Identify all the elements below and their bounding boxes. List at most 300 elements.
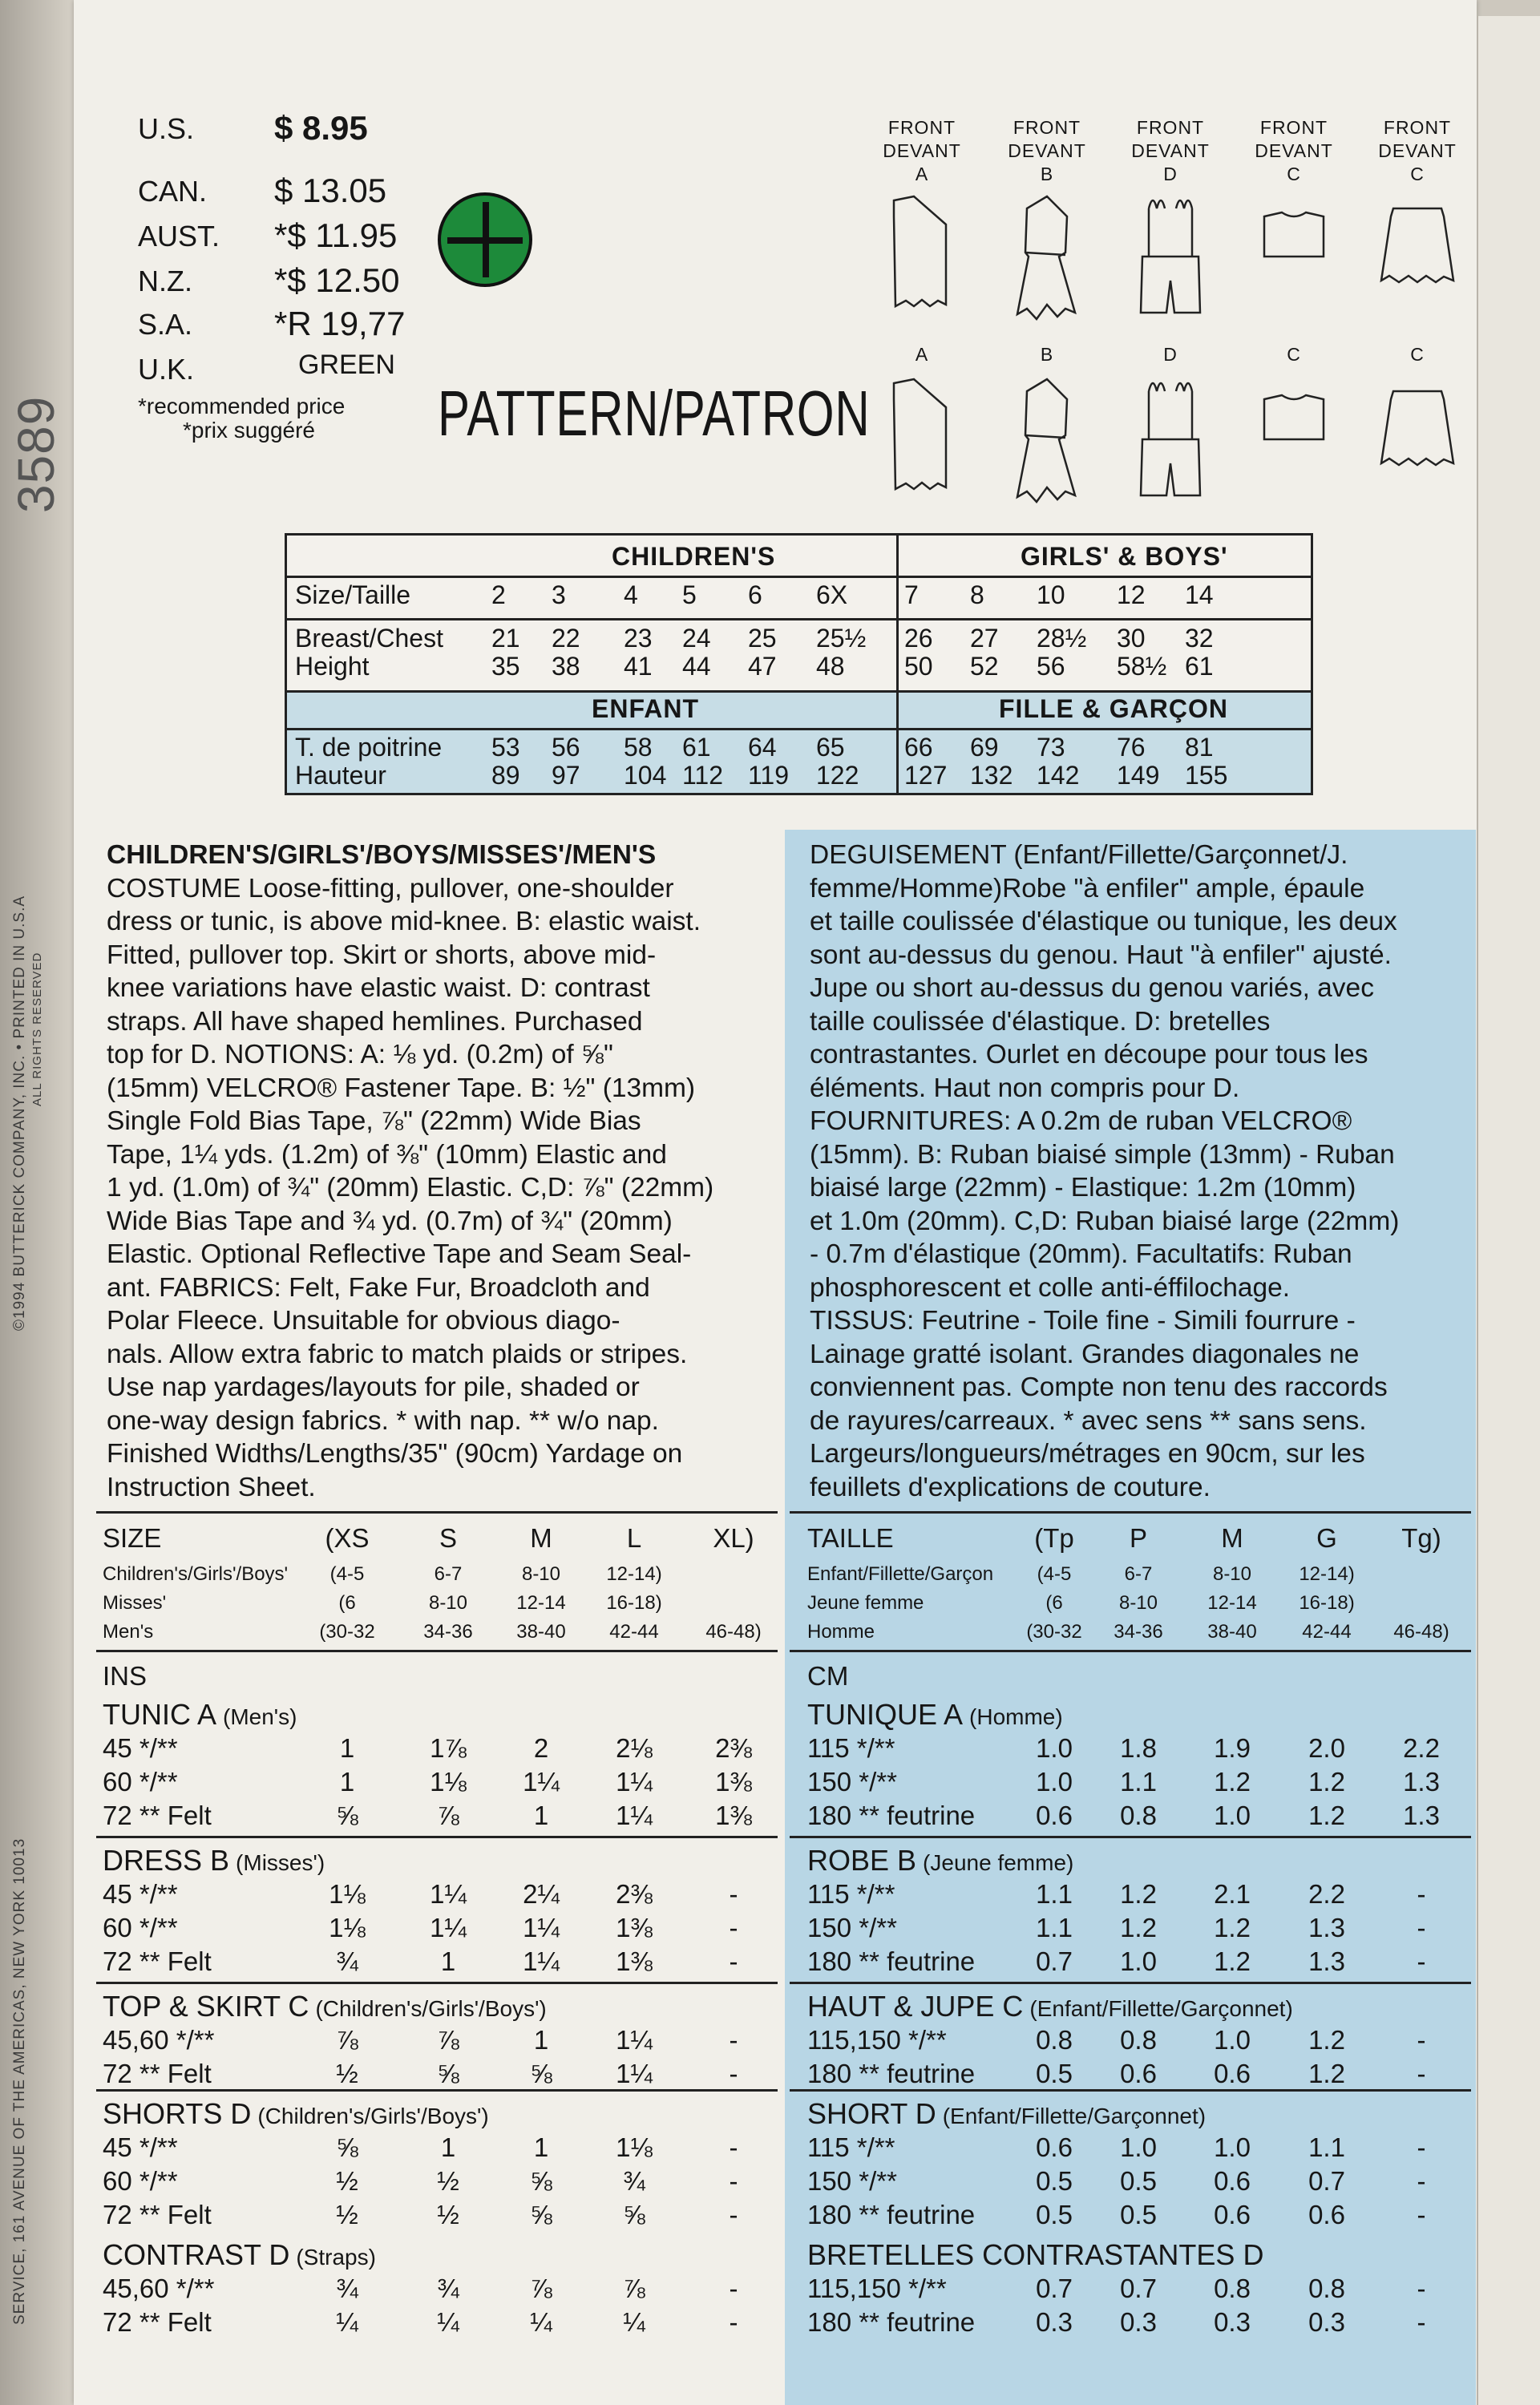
yardage-value: 1.0 — [1214, 2132, 1251, 2162]
section-subtitle: (Misses') — [236, 1850, 325, 1875]
size-chart-cell: 73 — [1037, 733, 1065, 762]
size-chart-cell: 6 — [748, 580, 762, 609]
yardage-value: - — [1417, 1913, 1426, 1942]
yardage-value: 0.8 — [1120, 1801, 1157, 1830]
size-chart-cell: 61 — [682, 733, 711, 762]
hauteur-row-label: Hauteur — [295, 761, 386, 790]
size-chart-cell: 69 — [970, 733, 999, 762]
yardage-value: ¾ — [437, 2274, 459, 2303]
one-shoulder-dress-icon — [1003, 192, 1091, 329]
size-chart-cell: 48 — [816, 652, 845, 681]
yardage-value: 1.2 — [1308, 1801, 1345, 1830]
size-row-label: Homme — [807, 1621, 875, 1643]
size-range: 16-18) — [606, 1592, 662, 1614]
unit-label: CM — [807, 1661, 849, 1691]
yardage-value: 1.0 — [1214, 1801, 1251, 1830]
size-chart-cell: 64 — [748, 733, 777, 762]
size-chart-cell: 56 — [552, 733, 580, 762]
yardage-value: 1¼ — [430, 1879, 467, 1909]
section-title: CONTRAST D — [103, 2238, 290, 2271]
description-line: feuillets d'explications de couture. — [810, 1472, 1211, 1502]
yardage-value: 0.8 — [1036, 2025, 1073, 2055]
size-range: (6 — [1045, 1592, 1063, 1614]
yardage-value: 1.2 — [1308, 1767, 1345, 1797]
yardage-value: 1¼ — [616, 2059, 653, 2088]
yardage-value: - — [729, 2132, 738, 2162]
section-subtitle: (Children's/Girls'/Boys') — [315, 1996, 547, 2021]
view-back-letter: B — [1040, 344, 1054, 365]
size-chart-cell: 58 — [624, 733, 653, 762]
yardage-value: 1¼ — [616, 1801, 653, 1830]
price-label: U.K. — [138, 353, 195, 386]
yardage-value: ¼ — [437, 2307, 459, 2337]
fabric-width-label: 115 */** — [807, 1733, 895, 1763]
fabric-width-label: 150 */** — [807, 1767, 897, 1797]
yardage-value: 1.2 — [1308, 2025, 1345, 2055]
view-devant-label: DEVANT — [1378, 140, 1457, 161]
yardage-value: 0.3 — [1308, 2307, 1345, 2337]
fabric-width-label: 115,150 */** — [807, 2025, 947, 2055]
fabric-width-label: 72 ** Felt — [103, 1801, 212, 1830]
yardage-value: 1.2 — [1214, 1913, 1251, 1942]
table-rule — [790, 1511, 1471, 1514]
fabric-width-label: 60 */** — [103, 1767, 178, 1797]
size-chart-cell: 142 — [1037, 761, 1080, 790]
size-column-header: G — [1316, 1523, 1337, 1553]
body-measurement-chart — [285, 533, 1313, 795]
yardage-value: 0.5 — [1120, 2166, 1157, 2196]
view-back-letter: A — [915, 344, 929, 365]
size-row-label: Men's — [103, 1621, 154, 1643]
yardage-value: 1¼ — [523, 1946, 560, 1976]
description-line: FOURNITURES: A 0.2m de ruban VELCRO® — [810, 1106, 1352, 1136]
description-line: et 1.0m (20mm). C,D: Ruban biaisé large (22mm) — [810, 1206, 1400, 1236]
shorts-with-straps-icon — [1126, 192, 1215, 329]
fabric-width-label: 45,60 */** — [103, 2025, 215, 2055]
price-value: *R 19,77 — [274, 305, 406, 342]
description-line: Finished Widths/Lengths/35" (90cm) Yardage on — [107, 1439, 683, 1469]
yardage-value: ⅞ — [437, 2025, 459, 2055]
section-title: ROBE B — [807, 1844, 917, 1877]
size-range: 46-48) — [1393, 1621, 1449, 1643]
view-front-label: FRONT — [887, 117, 956, 138]
size-chart-cell: 10 — [1037, 580, 1065, 609]
table-rule — [96, 1511, 778, 1514]
yardage-value: ⅝ — [336, 1801, 358, 1830]
yardage-value: ⅝ — [530, 2166, 552, 2196]
description-line: taille coulissée d'élastique. D: bretelles — [810, 1006, 1271, 1037]
size-chart-cell: 32 — [1185, 624, 1214, 653]
view-back-letter: D — [1163, 344, 1178, 365]
description-line: DEGUISEMENT (Enfant/Fillette/Garçonnet/J. — [810, 840, 1348, 870]
breast-row-label: Breast/Chest — [295, 624, 443, 653]
yardage-value: 1.1 — [1036, 1879, 1073, 1909]
yardage-value: 2¼ — [523, 1879, 560, 1909]
size-row-label: Children's/Girls'/Boys' — [103, 1563, 289, 1585]
section-subtitle: (Enfant/Fillette/Garçonnet) — [942, 2104, 1207, 2128]
yardage-value: ⅞ — [336, 2025, 358, 2055]
yardage-value: - — [729, 2200, 738, 2229]
yardage-value: - — [1417, 2274, 1426, 2303]
price-value: *$ 12.50 — [274, 261, 400, 299]
size-range: 12-14 — [1207, 1592, 1257, 1614]
section-title: HAUT & JUPE C — [807, 1990, 1024, 2023]
section-heading — [807, 2097, 1206, 2131]
description-line: (15mm) VELCRO® Fastener Tape. B: ½" (13mm) — [107, 1073, 696, 1103]
section-rule — [790, 2089, 1471, 2092]
size-range: 8-10 — [1212, 1563, 1252, 1585]
size-chart-cell: 132 — [970, 761, 1013, 790]
yardage-value: 1 — [339, 1767, 355, 1797]
yardage-value: 0.6 — [1214, 2200, 1251, 2229]
yardage-value: - — [729, 1913, 738, 1942]
yardage-value: 1¼ — [430, 1913, 467, 1942]
yardage-value: ⅝ — [530, 2059, 552, 2088]
size-chart-cell: 53 — [491, 733, 520, 762]
size-chart-cell: 104 — [624, 761, 667, 790]
yardage-value: 1.1 — [1308, 2132, 1345, 2162]
size-chart-cell: 81 — [1185, 733, 1214, 762]
yardage-value: 1⅛ — [329, 1913, 366, 1942]
size-chart-cell: 66 — [904, 733, 933, 762]
price-label: U.S. — [138, 112, 195, 145]
yardage-value: 1.1 — [1120, 1767, 1157, 1797]
size-chart-cell: 26 — [904, 624, 933, 653]
view-devant-label: DEVANT — [1255, 140, 1333, 161]
section-title: TUNIC A — [103, 1698, 217, 1731]
copyright-text: ©1994 BUTTERICK COMPANY, INC. • PRINTED IN U.S.A — [11, 895, 28, 1331]
price-note-fr: *prix suggéré — [183, 418, 315, 443]
yardage-value: 1.0 — [1120, 2132, 1157, 2162]
fabric-width-label: 72 ** Felt — [103, 1946, 212, 1976]
section-heading — [103, 1844, 325, 1878]
description-line: Elastic. Optional Reflective Tape and Seam Seal- — [107, 1239, 692, 1269]
size-chart-cell: 119 — [748, 761, 790, 790]
size-column-header: M — [1221, 1523, 1243, 1553]
size-column-header: S — [439, 1523, 457, 1553]
yardage-value: 0.7 — [1120, 2274, 1157, 2303]
size-chart-cell: 38 — [552, 652, 580, 681]
yardage-value: - — [1417, 2166, 1426, 2196]
size-range: 38-40 — [1207, 1621, 1257, 1643]
size-range: 6-7 — [434, 1563, 463, 1585]
price-value: GREEN — [298, 350, 395, 380]
yardage-value: 1 — [533, 2025, 549, 2055]
description-line: Jupe ou short au-dessus du genou variés, avec — [810, 973, 1374, 1003]
description-line: CHILDREN'S/GIRLS'/BOYS/MISSES'/MEN'S — [107, 840, 657, 870]
size-chart-cell: 112 — [682, 761, 724, 790]
yardage-value: 0.6 — [1036, 1801, 1073, 1830]
yardage-value: 1¼ — [616, 2025, 653, 2055]
skirt-icon — [1373, 192, 1461, 329]
size-range: 46-48) — [705, 1621, 762, 1643]
size-range: 12-14) — [606, 1563, 662, 1585]
yardage-value: 0.5 — [1036, 2059, 1073, 2088]
size-chart-cell: 22 — [552, 624, 580, 653]
yardage-value: ⅝ — [336, 2132, 358, 2162]
yardage-value: 1⅜ — [715, 1801, 752, 1830]
yardage-value: 1⅛ — [430, 1767, 467, 1797]
description-line: 1 yd. (1.0m) of ¾" (20mm) Elastic. C,D: ⅞" (22mm) — [107, 1173, 714, 1202]
fabric-width-label: 180 ** feutrine — [807, 2200, 976, 2229]
fabric-width-label: 45 */** — [103, 1879, 178, 1909]
yardage-value: 1⅜ — [616, 1913, 653, 1942]
yardage-value: 1.2 — [1308, 2059, 1345, 2088]
pattern-label: PATTERN/PATRON — [438, 378, 871, 449]
fabric-width-label: 150 */** — [807, 2166, 897, 2196]
description-line: et taille coulissée d'élastique ou tunique, les deux — [810, 907, 1397, 936]
yardage-value: 2⅛ — [616, 1733, 653, 1763]
price-label: N.Z. — [138, 265, 192, 297]
yardage-value: 0.3 — [1120, 2307, 1157, 2337]
yardage-value: 0.7 — [1308, 2166, 1345, 2196]
yardage-value: - — [729, 2166, 738, 2196]
fabric-width-label: 115 */** — [807, 1879, 895, 1909]
size-range: 12-14) — [1299, 1563, 1355, 1585]
section-rule — [96, 2089, 778, 2092]
yardage-value: - — [1417, 1879, 1426, 1909]
section-title: TUNIQUE A — [807, 1698, 964, 1731]
view-letter: A — [915, 164, 929, 184]
description-line: contrastantes. Ourlet en découpe pour tous les — [810, 1040, 1368, 1069]
description-line: top for D. NOTIONS: A: ⅛ yd. (0.2m) of ⅝" — [107, 1040, 613, 1069]
price-note-en: *recommended price — [138, 394, 346, 418]
fabric-width-label: 72 ** Felt — [103, 2307, 212, 2337]
size-column-header: L — [626, 1523, 642, 1553]
size-chart-cell: 47 — [748, 652, 777, 681]
yardage-value: - — [1417, 1946, 1426, 1976]
yardage-value: - — [729, 1946, 738, 1976]
yardage-value: - — [729, 2059, 738, 2088]
size-range: (30-32 — [319, 1621, 375, 1643]
description-french — [810, 839, 1399, 1504]
skirt-back-icon — [1373, 375, 1461, 511]
yardage-value: 1⅛ — [616, 2132, 653, 2162]
yardage-value: - — [1417, 2307, 1426, 2337]
size-range: 42-44 — [609, 1621, 659, 1643]
table-rule — [790, 1650, 1471, 1652]
description-line: (15mm). B: Ruban biaisé simple (13mm) - Ruban — [810, 1139, 1395, 1170]
description-line: Instruction Sheet. — [107, 1472, 316, 1502]
size-chart-cell: 76 — [1117, 733, 1146, 762]
section-subtitle: (Enfant/Fillette/Garçonnet) — [1029, 1996, 1293, 2021]
size-chart-cell: 25 — [748, 624, 777, 653]
section-heading — [807, 2238, 1270, 2272]
description-line: straps. All have shaped hemlines. Purchased — [107, 1006, 643, 1037]
size-chart-cell: 50 — [904, 652, 933, 681]
yardage-value: ½ — [336, 2059, 358, 2088]
description-line: COSTUME Loose-fitting, pullover, one-shoulder — [107, 873, 674, 903]
size-range: 8-10 — [1118, 1592, 1158, 1614]
view-letter: C — [1410, 164, 1425, 184]
size-chart-cell: 6X — [816, 580, 848, 609]
section-rule — [790, 1982, 1471, 1984]
size-range: 34-36 — [1114, 1621, 1163, 1643]
view-back-letter: C — [1410, 344, 1425, 365]
yardage-value: 1¼ — [523, 1913, 560, 1942]
crop-top-icon — [1250, 192, 1338, 329]
size-chart-cell: 61 — [1185, 652, 1214, 681]
fabric-width-label: 180 ** feutrine — [807, 1946, 976, 1976]
yardage-value: 0.5 — [1120, 2200, 1157, 2229]
yardage-value: - — [1417, 2132, 1426, 2162]
section-title: TOP & SKIRT C — [103, 1990, 309, 2023]
children-header: CHILDREN'S — [612, 542, 776, 571]
size-range: (30-32 — [1026, 1621, 1082, 1643]
section-heading — [103, 2097, 489, 2131]
size-chart-cell: 28½ — [1037, 624, 1087, 653]
size-range: 12-14 — [516, 1592, 566, 1614]
description-line: Single Fold Bias Tape, ⅞" (22mm) Wide Bias — [107, 1106, 641, 1136]
size-row-label: Misses' — [103, 1592, 167, 1614]
fille-garcon-header: FILLE & GARÇON — [999, 694, 1228, 723]
yardage-value: 0.8 — [1214, 2274, 1251, 2303]
yardage-value: 0.6 — [1120, 2059, 1157, 2088]
description-line: femme/Homme)Robe "à enfiler" ample, épaule — [810, 873, 1365, 903]
section-heading — [807, 1698, 1063, 1732]
size-column-header: P — [1129, 1523, 1147, 1553]
price-label: S.A. — [138, 308, 193, 341]
size-chart-cell: 4 — [624, 580, 638, 609]
description-line: phosphorescent et colle anti-éffilochage. — [810, 1272, 1291, 1303]
size-row-label: Size/Taille — [295, 580, 411, 609]
yardage-value: ½ — [437, 2200, 459, 2229]
size-column-header: (XS — [325, 1523, 370, 1553]
yardage-value: 2.1 — [1214, 1879, 1251, 1909]
yardage-value: ¾ — [623, 2166, 645, 2196]
view-front-label: FRONT — [1136, 117, 1205, 138]
fabric-width-label: 115,150 */** — [807, 2274, 947, 2303]
pattern-number: 3589 — [7, 395, 65, 513]
yardage-value: 1¼ — [616, 1767, 653, 1797]
unit-label: INS — [103, 1661, 148, 1691]
green-cross-logo-icon — [438, 192, 532, 287]
yardage-value: ¾ — [336, 1946, 358, 1976]
section-heading — [103, 2238, 376, 2272]
size-range: 6-7 — [1124, 1563, 1153, 1585]
size-chart-cell: 155 — [1185, 761, 1228, 790]
girls-boys-header: GIRLS' & BOYS' — [1021, 542, 1228, 571]
view-devant-label: DEVANT — [1008, 140, 1086, 161]
section-subtitle: (Jeune femme) — [923, 1850, 1074, 1875]
yardage-value: ⅝ — [530, 2200, 552, 2229]
description-line: sont au-dessus du genou. Haut "à enfiler" ajusté. — [810, 940, 1392, 970]
price-label: CAN. — [138, 175, 208, 208]
height-row-label: Height — [295, 652, 370, 681]
size-chart-cell: 7 — [904, 580, 919, 609]
yardage-value: 0.7 — [1036, 2274, 1073, 2303]
size-column-header: (Tp — [1034, 1523, 1074, 1553]
yardage-value: 1 — [533, 1801, 549, 1830]
yardage-value: 2.2 — [1308, 1879, 1345, 1909]
description-english — [107, 839, 713, 1504]
size-column-header: Tg) — [1401, 1523, 1441, 1553]
yardage-value: 0.6 — [1214, 2166, 1251, 2196]
yardage-value: 0.3 — [1214, 2307, 1251, 2337]
section-heading — [807, 1844, 1073, 1878]
fabric-width-label: 60 */** — [103, 2166, 178, 2196]
yardage-value: ¼ — [530, 2307, 552, 2337]
table-rule — [96, 1650, 778, 1652]
size-chart-cell: 65 — [816, 733, 845, 762]
description-line: Polar Fleece. Unsuitable for obvious diago- — [107, 1306, 620, 1336]
yardage-value: - — [729, 2274, 738, 2303]
yardage-value: ½ — [336, 2166, 358, 2196]
yardage-value: ½ — [437, 2166, 459, 2196]
yardage-value: 0.7 — [1036, 1946, 1073, 1976]
size-chart-cell: 23 — [624, 624, 653, 653]
size-chart-cell: 52 — [970, 652, 999, 681]
size-chart-cell: 24 — [682, 624, 711, 653]
description-line: nals. Allow extra fabric to match plaids or stripes. — [107, 1339, 688, 1369]
yardage-value: 0.5 — [1036, 2200, 1073, 2229]
yardage-value: 1.1 — [1036, 1913, 1073, 1942]
fabric-width-label: 180 ** feutrine — [807, 2307, 976, 2337]
size-range: 34-36 — [423, 1621, 473, 1643]
description-line: dress or tunic, is above mid-knee. B: elastic waist. — [107, 907, 701, 936]
size-chart-cell: 122 — [816, 761, 859, 790]
yardage-value: ½ — [336, 2200, 358, 2229]
yardage-value: 1.9 — [1214, 1733, 1251, 1763]
yardage-value: 1.2 — [1120, 1913, 1157, 1942]
yardage-value: 2⅜ — [616, 1879, 653, 1909]
fabric-width-label: 180 ** feutrine — [807, 2059, 976, 2088]
size-chart-cell: 12 — [1117, 580, 1146, 609]
yardage-value: 1.2 — [1120, 1879, 1157, 1909]
yardage-value: 1 — [339, 1733, 355, 1763]
size-column-header: XL) — [713, 1523, 754, 1553]
size-range: 42-44 — [1302, 1621, 1352, 1643]
view-letter: C — [1287, 164, 1301, 184]
view-devant-label: DEVANT — [1131, 140, 1210, 161]
yardage-value: 1⅜ — [715, 1767, 752, 1797]
yardage-value: ⅞ — [530, 2274, 552, 2303]
description-line: ant. FABRICS: Felt, Fake Fur, Broadcloth and — [107, 1272, 650, 1303]
view-letter: D — [1163, 164, 1178, 184]
fabric-width-label: 60 */** — [103, 1913, 178, 1942]
yardage-value: 1.0 — [1214, 2025, 1251, 2055]
yardage-value: 1.8 — [1120, 1733, 1157, 1763]
size-chart-cell: 27 — [970, 624, 999, 653]
yardage-value: 1.3 — [1308, 1913, 1345, 1942]
yardage-value: 1.0 — [1036, 1733, 1073, 1763]
yardage-value: 2.0 — [1308, 1733, 1345, 1763]
description-line: éléments. Haut non compris pour D. — [810, 1073, 1240, 1103]
fabric-width-label: 45 */** — [103, 1733, 178, 1763]
yardage-value: 1 — [440, 2132, 456, 2162]
yardage-value: - — [729, 1879, 738, 1909]
size-chart-cell: 21 — [491, 624, 520, 653]
section-heading — [807, 1990, 1293, 2023]
section-subtitle: (Men's) — [223, 1704, 297, 1729]
yardage-value: ¼ — [336, 2307, 358, 2337]
description-line: knee variations have elastic waist. D: contrast — [107, 973, 650, 1003]
description-line: de rayures/carreaux. * avec sens ** sans sens. — [810, 1405, 1367, 1436]
section-subtitle: (Homme) — [969, 1704, 1063, 1729]
yardage-value: ¾ — [336, 2274, 358, 2303]
yardage-value: 0.8 — [1308, 2274, 1345, 2303]
yardage-value: 2.2 — [1403, 1733, 1440, 1763]
size-range: 8-10 — [521, 1563, 561, 1585]
size-chart-cell: 41 — [624, 652, 653, 681]
fabric-width-label: 115 */** — [807, 2132, 895, 2162]
section-subtitle: (Children's/Girls'/Boys') — [257, 2104, 489, 2128]
yardage-value: 1⅞ — [430, 1733, 467, 1763]
one-shoulder-tunic-icon — [878, 192, 966, 329]
yardage-value: - — [1417, 2200, 1426, 2229]
yardage-value: - — [729, 2307, 738, 2337]
yardage-value: 1.0 — [1120, 1946, 1157, 1976]
